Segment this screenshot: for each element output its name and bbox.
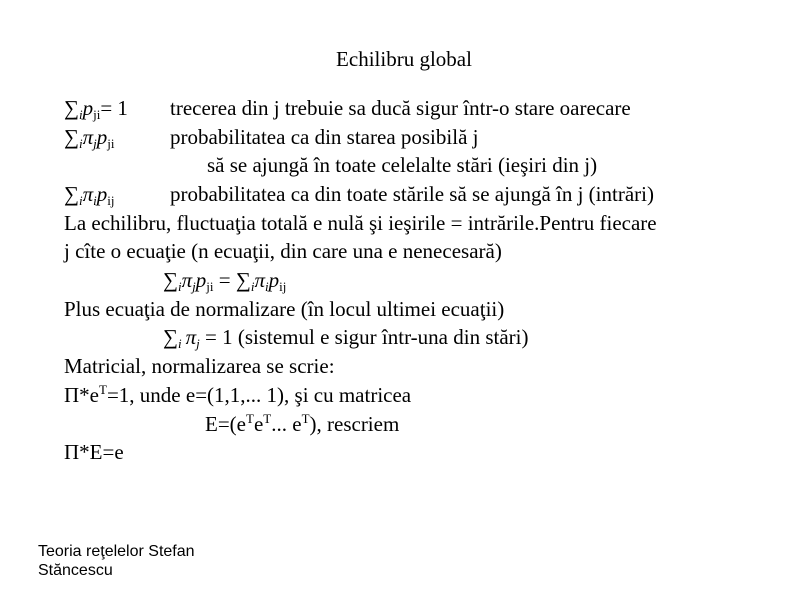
pi-symbol: π bbox=[181, 268, 193, 292]
p-subscript: ji bbox=[206, 279, 214, 294]
pi-symbol: π bbox=[254, 268, 265, 292]
pi-subscript: i bbox=[264, 279, 269, 294]
formula-sum-pi-p-ji bbox=[64, 124, 115, 150]
p-subscript: ij bbox=[107, 193, 115, 208]
final-equation: Π*E=e bbox=[64, 440, 124, 464]
p-subscript: ji bbox=[93, 107, 101, 122]
paragraph-normalization-matrix bbox=[64, 382, 411, 408]
formula-tail: = 1 bbox=[100, 96, 128, 120]
row4-description: probabilitatea ca din toate stările să se ajungă în j (intrări) bbox=[170, 182, 654, 206]
sigma-symbol: ∑ bbox=[64, 182, 79, 206]
equals-sign: = bbox=[213, 268, 236, 292]
sigma-symbol: ∑ bbox=[163, 268, 178, 292]
sigma-symbol: ∑ bbox=[64, 125, 79, 149]
paragraph-equilibrium-line2: j cîte o ecuaţie (n ecuaţii, din care una e nenecesară) bbox=[64, 239, 502, 263]
p-subscript: ij bbox=[279, 279, 287, 294]
sum-index: i bbox=[78, 107, 83, 122]
paragraph-matrix-E bbox=[205, 411, 399, 437]
pi-subscript: j bbox=[93, 136, 97, 151]
equation-tail: = 1 (sistemul e sigur într-una din stări) bbox=[199, 325, 529, 349]
balance-equation bbox=[163, 267, 286, 293]
pi-subscript: j bbox=[192, 279, 196, 294]
normalization-equation bbox=[163, 324, 528, 350]
sum-index: i bbox=[177, 336, 182, 351]
paragraph-normalization: Plus ecuaţia de normalizare (în locul ultimei ecuaţii) bbox=[64, 297, 505, 321]
pi-symbol: π bbox=[82, 182, 94, 206]
pi-symbol: π bbox=[185, 325, 197, 349]
footer-author bbox=[38, 542, 195, 580]
sum-index: i bbox=[250, 279, 255, 294]
paragraph-equilibrium-line1: La echilibru, fluctuaţia totală e nulă şi ieşirile = intrările.Pentru fiecare bbox=[64, 211, 657, 235]
p-symbol: p bbox=[268, 268, 280, 292]
p-symbol: p bbox=[96, 182, 108, 206]
text-part: e bbox=[253, 412, 264, 436]
pi-subscript: i bbox=[93, 193, 97, 208]
sum-index: i bbox=[78, 136, 83, 151]
footer-line1: Teoria reţelelor Stefan bbox=[38, 543, 195, 560]
p-symbol: p bbox=[96, 125, 108, 149]
transpose-superscript: T bbox=[301, 411, 310, 426]
slide-title: Echilibru global bbox=[336, 47, 472, 71]
formula-sum-pi-p-ij bbox=[64, 181, 115, 207]
row1-description: trecerea din j trebuie sa ducă sigur într-o stare oarecare bbox=[170, 96, 631, 120]
transpose-superscript: T bbox=[99, 382, 107, 397]
text-part: =1, unde e=(1,1,... 1), şi cu matricea bbox=[106, 383, 412, 407]
row3-description: să se ajungă în toate celelalte stări (ieşiri din j) bbox=[207, 153, 598, 177]
transpose-superscript: T bbox=[246, 411, 254, 426]
sigma-symbol: ∑ bbox=[163, 325, 178, 349]
pi-symbol: π bbox=[82, 125, 94, 149]
footer-line2: Stăncescu bbox=[38, 562, 113, 579]
p-subscript: ji bbox=[107, 136, 115, 151]
formula-sum-p-ji bbox=[64, 95, 128, 121]
row2-description: probabilitatea ca din starea posibilă j bbox=[170, 125, 479, 149]
text-part: E=(e bbox=[205, 412, 246, 436]
sum-index: i bbox=[78, 193, 83, 208]
p-symbol: p bbox=[82, 96, 94, 120]
text-part: ), rescriem bbox=[309, 412, 400, 436]
text-part: ... e bbox=[271, 412, 302, 436]
sum-index: i bbox=[177, 279, 182, 294]
p-symbol: p bbox=[195, 268, 207, 292]
pi-subscript: j bbox=[196, 336, 200, 351]
sigma-symbol: ∑ bbox=[64, 96, 79, 120]
sigma-symbol: ∑ bbox=[235, 268, 251, 292]
transpose-superscript: T bbox=[263, 411, 272, 426]
paragraph-matrix: Matricial, normalizarea se scrie: bbox=[64, 354, 335, 378]
text-part: Π*e bbox=[64, 383, 99, 407]
